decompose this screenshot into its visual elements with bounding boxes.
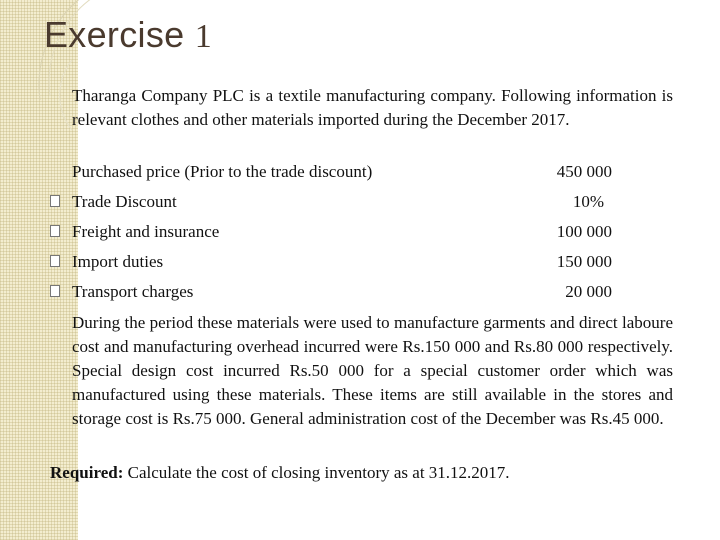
item-label: Transport charges <box>72 282 194 301</box>
bullet-box-icon <box>50 195 60 207</box>
item-label: Freight and insurance <box>72 222 220 241</box>
required-text: Calculate the cost of closing inventory as at 31.12.2017. <box>123 463 510 482</box>
item-value: 150 000 <box>556 252 612 271</box>
item-label: Import duties <box>72 252 164 271</box>
body-paragraph: During the period these materials were used to manufacture garments and direct laboure cost and manufacturing overhead incurred were Rs.150 000 and Rs.80 000 respectively. Special design cost incurred Rs.50 000 for a special customer order which was manufactured using these materials. These items are still available in the stores and storage cost is Rs.75 000. General administration cost of the December was Rs.45 000. <box>72 313 673 428</box>
bullet-box-icon <box>50 285 60 297</box>
title-word: Exercise <box>44 14 185 55</box>
item-value: 10% <box>572 192 604 211</box>
item-value: 450 000 <box>556 162 612 181</box>
list-item-transport-charges <box>50 279 670 305</box>
bullet-box-icon <box>50 255 60 267</box>
required-statement <box>50 461 510 485</box>
bullet-box-icon <box>50 225 60 237</box>
item-label: Purchased price (Prior to the trade discount) <box>72 162 373 181</box>
slide-title <box>44 14 212 56</box>
list-item-freight-insurance <box>50 219 670 245</box>
required-label: Required: <box>50 463 124 482</box>
title-number: 1 <box>194 18 213 55</box>
item-label: Trade Discount <box>72 192 177 211</box>
item-value: 20 000 <box>565 282 612 301</box>
item-value: 100 000 <box>556 222 612 241</box>
list-item-import-duties <box>50 249 670 275</box>
list-item-purchased-price <box>50 159 670 185</box>
intro-paragraph: Tharanga Company PLC is a textile manufacturing company. Following information is relevant clothes and other materials imported during the December 2017. <box>72 86 673 129</box>
list-item-trade-discount <box>50 189 670 215</box>
